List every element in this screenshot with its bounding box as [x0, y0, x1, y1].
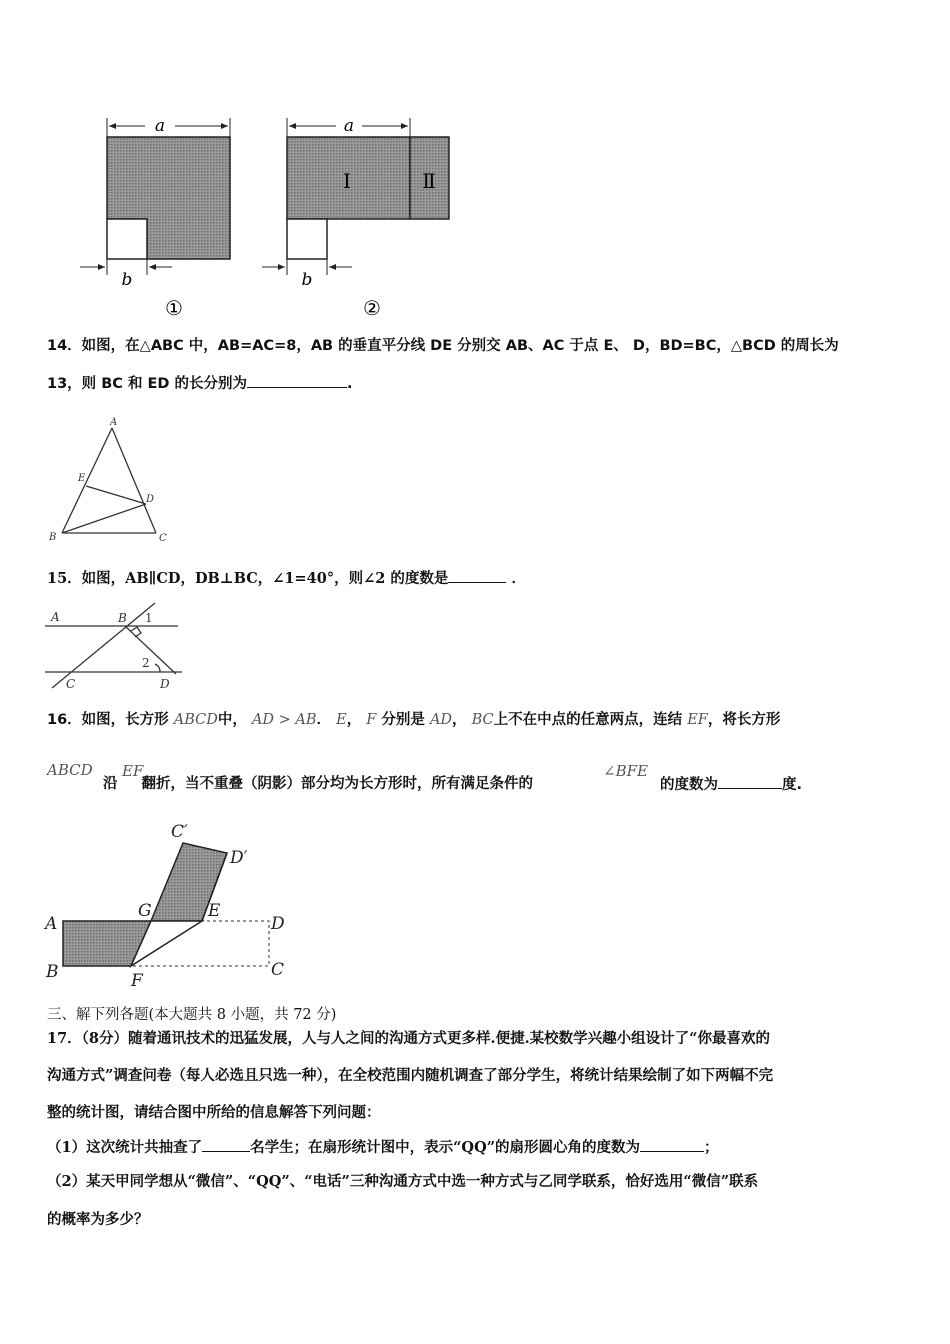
q16-t11: 的度数为 — [660, 777, 718, 793]
q15-end: ． — [511, 570, 526, 587]
q16-t5: 分别是 — [381, 712, 425, 728]
q17-p1-a: （1）这次统计共抽查了 — [47, 1139, 203, 1156]
small-square — [107, 219, 147, 259]
figure-13-2 — [262, 116, 449, 320]
q17-blank-2 — [640, 1137, 704, 1152]
point-a-label: A — [110, 417, 118, 428]
point-a-label: A — [45, 914, 58, 934]
point-d-label: D — [146, 494, 155, 505]
section-3-title: 三、解下列各题(本大题共 8 小题，共 72 分) — [47, 1007, 337, 1023]
label-a: a — [343, 116, 355, 136]
caption-2: ② — [363, 296, 381, 320]
q17-blank-1 — [202, 1137, 250, 1152]
q17-line-2: 沟通方式”调查问卷（每人必选且只选一种），在全校范围内随机调查了部分学生，将统计结果绘制了如下两幅不完 — [47, 1067, 774, 1084]
angle-2-label: 2 — [142, 656, 150, 670]
point-c-label: C — [159, 533, 167, 544]
q15-line — [47, 568, 526, 589]
q17-line-1: 17．（8分）随着通讯技术的迅猛发展，人与人之间的沟通方式更多样.便捷.某校数学兴趣小组设计了“你最喜欢的 — [47, 1030, 770, 1047]
point-b-label: B — [118, 611, 127, 625]
region-1-label: Ⅰ — [343, 169, 351, 193]
point-e-label: E — [208, 901, 221, 921]
q17-part-2-line-1: （2）某天甲同学想从“微信”、“QQ”、“电话”三种沟通方式中选一种方式与乙同学联系，恰好选用“微信”联系 — [47, 1173, 759, 1190]
point-e-label: E — [78, 473, 86, 484]
q16-m3: E — [336, 712, 347, 728]
q16-m7: EF — [687, 712, 708, 728]
figure-14-triangle — [62, 428, 156, 533]
label-b: b — [301, 270, 313, 290]
figure-13-1 — [80, 116, 230, 320]
q16-m6: BC — [471, 712, 494, 728]
q16-t12: 度. — [782, 777, 803, 793]
q17-line-3: 整的统计图，请结合图中所给的信息解答下列问题： — [47, 1104, 381, 1121]
q16-line-1 — [47, 710, 780, 730]
point-c-prime-label: C′ — [171, 822, 188, 842]
figure-15-parallel — [45, 603, 182, 688]
q16-t4: ， — [346, 712, 362, 728]
q16-line-2-end — [660, 774, 802, 795]
q16-t3: ． — [316, 712, 332, 728]
q16-m8: ABCD — [47, 761, 93, 779]
point-b-label: B — [49, 532, 57, 543]
region-2-label: Ⅱ — [422, 169, 436, 193]
label-a: a — [154, 116, 166, 136]
q17-p1-b: 名学生；在扇形统计图中，表示“QQ”的扇形圆心角的度数为 — [250, 1139, 641, 1156]
q16-t7: 上不在中点的任意两点，连结 — [493, 712, 683, 728]
q16-answer-blank — [718, 774, 782, 789]
q16-t1: 16．如图，长方形 — [47, 712, 169, 728]
q16-line-2 — [103, 774, 533, 794]
point-c-label: C — [271, 960, 285, 980]
caption-1: ① — [165, 296, 183, 320]
point-b-label: B — [46, 962, 59, 982]
q16-m1: ABCD — [173, 712, 218, 728]
q16-t2: 中， — [217, 712, 247, 728]
angle-1-label: 1 — [145, 611, 153, 625]
q14-line-2 — [47, 373, 353, 394]
label-b: b — [121, 270, 133, 290]
q15-text: 15．如图，AB∥CD，DB⊥BC，∠1=40°，则∠2 的度数是 — [47, 570, 449, 587]
point-d-prime-label: D′ — [230, 848, 248, 868]
q16-t8: ，将长方形 — [707, 712, 781, 728]
q16-t10: 翻折，当不重叠（阴影）部分均为长方形时，所有满足条件的 — [141, 776, 533, 792]
q17-part-2-line-2: 的概率为多少？ — [47, 1211, 149, 1228]
q14-end: . — [347, 376, 353, 392]
q16-m5: AD — [429, 712, 453, 728]
q17-p1-c: ； — [704, 1139, 719, 1156]
q16-m10: ∠BFE — [603, 762, 648, 780]
q16-m4: F — [366, 712, 377, 728]
point-d-label: D — [271, 914, 285, 934]
q17-part-1 — [47, 1137, 719, 1158]
q14-line-1: 14．如图，在△ABC 中，AB=AC=8，AB 的垂直平分线 DE 分别交 AB、AC 于点 E、 D，BD=BC，△BCD 的周长为 — [47, 338, 839, 354]
point-f-label: F — [131, 971, 143, 991]
small-square — [287, 219, 327, 259]
q16-m2: AD > AB — [251, 712, 317, 728]
q16-t9: 沿 — [103, 776, 118, 792]
point-g-label: G — [138, 901, 152, 921]
q16-t6: ， — [452, 712, 467, 728]
point-a-label: A — [51, 610, 60, 624]
q14-answer-blank — [247, 373, 347, 388]
point-c-label: C — [66, 677, 76, 691]
q15-answer-blank — [448, 568, 506, 583]
point-d-label: D — [160, 677, 170, 691]
q14-text: 13，则 BC 和 ED 的长分别为 — [47, 376, 248, 392]
q16-m9: EF — [122, 762, 144, 780]
